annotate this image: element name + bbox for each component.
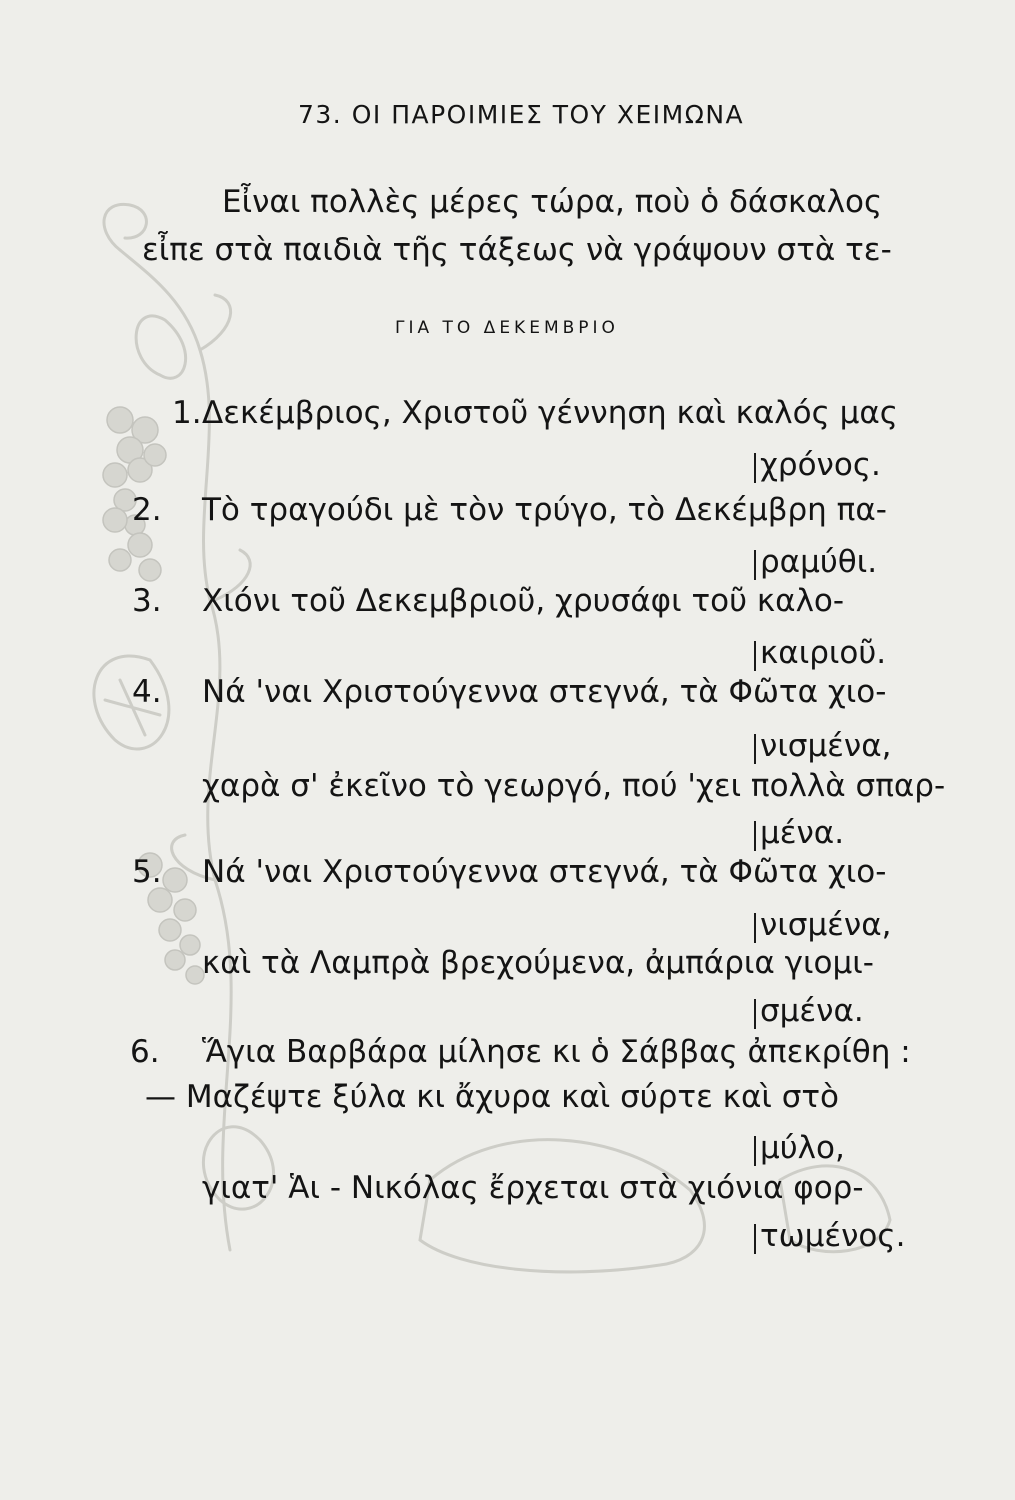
- proverb-text: χαρὰ σ' ἐκεῖνο τὸ γεωργό, πού 'χει πολλὰ σπαρ-: [202, 768, 946, 804]
- proverb-text: ραμύθι.: [760, 544, 878, 580]
- proverb-number: 6.: [130, 1034, 160, 1070]
- proverb-text: καιριοῦ.: [760, 635, 887, 671]
- proverb-text: — Μαζέψτε ξύλα κι ἄχυρα καὶ σύρτε καὶ στὸ: [145, 1079, 840, 1115]
- proverb-text: Ἅγια Βαρβάρα μίλησε κι ὁ Σάββας ἀπεκρίθη :: [202, 1034, 911, 1070]
- intro-line: Εἶναι πολλὲς μέρες τώρα, ποὺ ὁ δάσκαλος: [222, 184, 883, 220]
- proverb-text: νισμένα,: [760, 907, 892, 943]
- proverb-text: τωμένος.: [760, 1218, 906, 1254]
- proverb-number: 2.: [132, 492, 162, 528]
- proverb-number: 4.: [132, 674, 162, 710]
- intro-paragraph: [142, 178, 977, 274]
- proverb-text: Δεκέμβριος, Χριστοῦ γέννηση καὶ καλός μας: [202, 395, 899, 431]
- proverb-text: μένα.: [760, 815, 845, 851]
- proverb-text: Νά 'ναι Χριστούγεννα στεγνά, τὰ Φῶτα χιο-: [202, 854, 887, 890]
- proverb-text: Τὸ τραγούδι μὲ τὸν τρύγο, τὸ Δεκέμβρη πα-: [202, 492, 887, 528]
- proverb-text: Νά 'ναι Χριστούγεννα στεγνά, τὰ Φῶτα χιο-: [202, 674, 887, 710]
- proverb-number: 1.: [172, 395, 202, 431]
- proverb-text: σμένα.: [760, 993, 864, 1029]
- proverb-number: 3.: [132, 583, 162, 619]
- proverb-text: χρόνος.: [760, 447, 881, 483]
- proverb-text: Χιόνι τοῦ Δεκεμβριοῦ, χρυσάφι τοῦ καλο-: [202, 583, 845, 619]
- intro-line: εἶπε στὰ παιδιὰ τῆς τάξεως νὰ γράψουν στὰ τε-: [142, 232, 892, 268]
- section-heading: ΓΙΑ ΤΟ ΔΕΚΕΜΒΡΙΟ: [395, 318, 619, 338]
- proverb-text: καὶ τὰ Λαμπρὰ βρεχούμενα, ἀμπάρια γιομι-: [202, 945, 874, 981]
- proverb-text: νισμένα,: [760, 728, 892, 764]
- proverb-text: γιατ' Ἁι - Νικόλας ἔρχεται στὰ χιόνια φορ-: [202, 1170, 864, 1206]
- page-title: 73. ΟΙ ΠΑΡΟΙΜΙΕΣ ΤΟΥ ΧΕΙΜΩΝΑ: [298, 100, 745, 129]
- proverb-number: 5.: [132, 854, 162, 890]
- proverb-text: μύλο,: [760, 1130, 845, 1166]
